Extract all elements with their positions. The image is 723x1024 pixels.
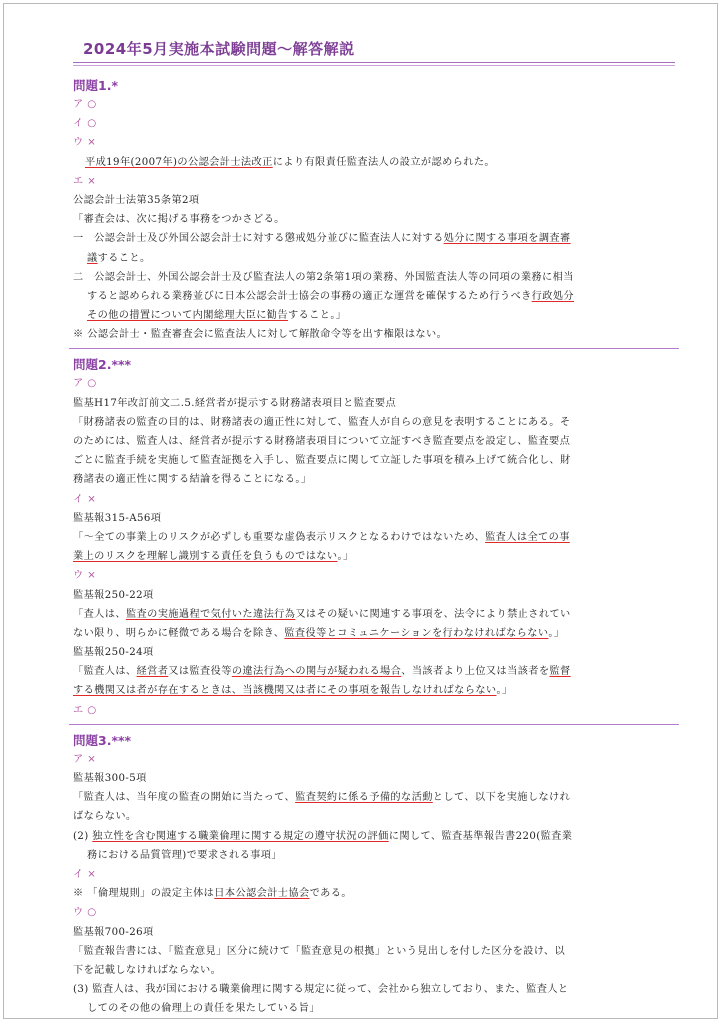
text: 。」 [496, 685, 513, 697]
underlined-text: 監査の実施過程で気付いた違法行為 [125, 608, 296, 620]
question-1-title: 問題1.* [73, 78, 118, 93]
page-title: 2024年5月実施本試験問題～解答解説 [83, 40, 355, 58]
answer-u: ウ × [73, 570, 97, 582]
answer-a: ア × [73, 753, 97, 765]
reference: 監基報315-A56項 [73, 512, 162, 524]
reference: 監基報700-26項 [73, 926, 154, 938]
note: ※ 公認会計士・監査審査会に監査法人に対して解散命令等を出す権限はない。 [73, 329, 448, 341]
text: 「～全ての事業上のリスクが必ずしも重要な虚偽表示リスクとなるわけではないため、 [73, 531, 486, 543]
underlined-text: 行政処分 [531, 290, 575, 302]
underlined-text: 日本公認会計士協会 [214, 888, 310, 900]
quote-line [73, 528, 675, 547]
answer-i: イ × [73, 493, 97, 505]
underlined-text: の違法行為への関与が疑われる場合 [231, 666, 402, 678]
answer-i: イ ○ [73, 118, 97, 130]
answer-e: エ ○ [73, 704, 97, 716]
note [73, 884, 675, 903]
text: 、当該者より上位又は当該者を [401, 666, 550, 678]
text: すること。 [97, 252, 151, 264]
section-divider [69, 348, 679, 349]
document-page [73, 38, 675, 1018]
quote-line [73, 827, 675, 846]
text: 又は監査役等 [168, 666, 232, 678]
underlined-text: 独立性を含む関連する職業倫理に関する規定の遵守状況の評価 [92, 830, 389, 842]
answer-u: ウ ○ [73, 907, 97, 919]
quote-line: ごとに監査手続を実施して監査証拠を入手し、監査要点に関して立証した事項を積み上げて統合化し、財 [73, 455, 571, 467]
quote-line [73, 547, 675, 566]
quote-line: 「審査会は、次に掲げる事務をつかさどる。 [73, 214, 285, 226]
text: として、以下を実施しなけれ [432, 792, 571, 804]
text: 「査人は、 [73, 608, 126, 620]
reference: 監基報250-22項 [73, 589, 154, 601]
question-2-title: 問題2.*** [73, 357, 132, 373]
title-rule-secondary [73, 65, 675, 66]
explanation-line [73, 153, 675, 172]
quote-line [73, 662, 675, 681]
quote-line [73, 788, 675, 807]
quote-line: 二 公認会計士、外国公認会計士及び監査法人の第2条第1項の業務、外国監査法人等の同項の業務に相当 [73, 271, 574, 283]
answer-a: ア ○ [73, 378, 97, 390]
text: 一 公認会計士及び外国公認会計士に対する懲戒処分並びに監査法人に対する [73, 233, 444, 245]
quote-line: 「財務諸表の監査の目的は、財務諸表の適正性に対して、監査人が自らの意見を表明することにある。そ [73, 416, 571, 428]
answer-u: ウ × [73, 137, 97, 149]
title-rule [73, 62, 675, 63]
quote-line: 「監査報告書には、「監査意見」区分に続けて「監査意見の根拠」という見出しを付した区分を設け、以 [73, 945, 566, 957]
underlined-text: 監査役等とコミュニケーションを行わなければならない [284, 627, 549, 639]
quote-line: のためには、監査人は、経営者が提示する財務諸表項目について立証すべき監査要点を設定し、監査要点 [73, 436, 571, 447]
text: ※ 「倫理規則」の設定主体は [73, 888, 215, 900]
reference: 公認会計士法第35条第2項 [73, 194, 200, 206]
quote-line [73, 681, 675, 700]
reference: 監基報300-5項 [73, 773, 147, 784]
quote-line [73, 605, 675, 624]
text: (2) [73, 830, 93, 842]
underlined-text: 経営者 [136, 666, 169, 678]
question-3 [73, 731, 675, 1019]
text: である。 [309, 888, 352, 900]
quote-line [73, 287, 675, 306]
text: 。」 [548, 627, 565, 639]
underlined-text: 監査人は全ての事 [485, 531, 570, 543]
underlined-text: 監督 [549, 666, 571, 678]
underlined-text: 処分に関する事項を調査審 [443, 233, 571, 245]
underlined-text: 議 [87, 252, 98, 264]
underlined-text: 平成19年(2007年)の公認会計士法改正 [85, 156, 273, 168]
quote-line [73, 229, 675, 248]
quote-line [73, 306, 675, 325]
text: 「監査人は、 [73, 666, 137, 678]
question-2 [73, 355, 675, 719]
section-divider [69, 724, 679, 725]
quote-line [73, 624, 675, 643]
text: により有限責任監査法人の設立が認められた。 [272, 156, 496, 168]
question-1 [73, 76, 675, 344]
quote-line: 務における品質管理)で要求される事項」 [87, 849, 282, 861]
quote-line: ばならない。 [73, 811, 137, 823]
quote-line [73, 249, 675, 268]
text: すると認められる業務並びに日本公認会計士協会の事務の適正な運営を確保するため行うべき [87, 290, 532, 302]
text: すること。」 [287, 310, 347, 322]
underlined-text: 業上のリスクを理解し識別する責任を負うものではない [73, 551, 338, 563]
text: 又はその疑いに関連する事項を、法令により禁止されてい [295, 608, 571, 620]
text: に関して、監査基準報告書220(監査業 [388, 830, 573, 842]
answer-e: エ × [73, 175, 97, 187]
text: ない限り、明らかに軽微である場合を除き、 [73, 627, 285, 639]
reference: 監基H17年改訂前文二.5.経営者が提示する財務諸表項目と監査要点 [73, 397, 397, 409]
reference: 監基報250-24項 [73, 647, 154, 659]
underlined-text: その他の措置について内閣総理大臣に勧告 [87, 310, 288, 322]
text: 。」 [337, 551, 354, 563]
quote-line: 務諸表の適正性に関する結論を得ることになる。」 [73, 474, 312, 486]
underlined-text: 監査契約に係る予備的な活動 [295, 792, 433, 804]
text: 「監査人は、当年度の監査の開始に当たって、 [73, 792, 296, 804]
underlined-text: する機関又は者が存在するときは、当該機関又は者にその事項を報告しなければならない [73, 685, 497, 697]
quote-line: 下を記載しなければならない。 [73, 964, 222, 976]
question-3-title: 問題3.*** [73, 732, 132, 748]
quote-line: してのその他の倫理上の責任を果たしている旨」 [87, 1003, 320, 1015]
answer-i: イ × [73, 868, 97, 880]
answer-a: ア ○ [73, 99, 97, 110]
quote-line: (3) 監査人は、我が国における職業倫理に関する規定に従って、会社から独立しており、また、監査人と [73, 984, 569, 996]
